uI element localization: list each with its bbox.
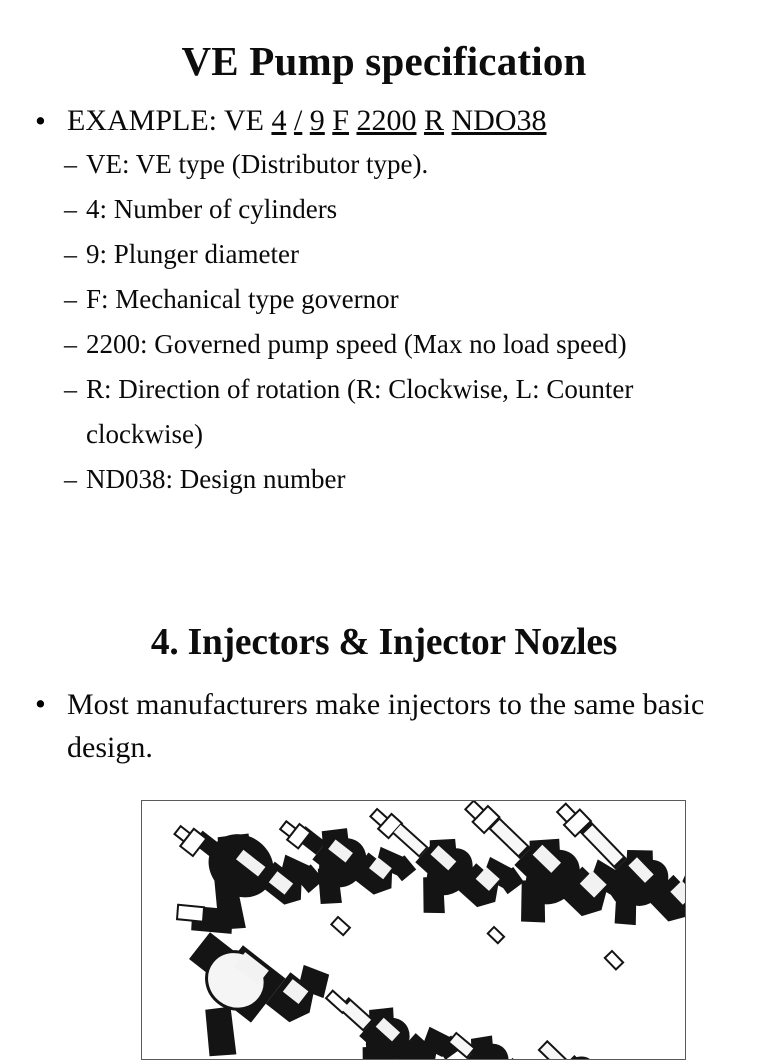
list-item xyxy=(64,277,750,322)
code-design: NDO38 xyxy=(451,104,547,137)
example-bullet xyxy=(30,100,742,142)
injector-paragraph-text: Most manufacturers make injectors to the same basic design. xyxy=(67,688,705,764)
code-plunger: 9 xyxy=(309,104,325,137)
list-item xyxy=(64,367,750,457)
code-cylinders: 4 xyxy=(271,104,287,137)
example-bullet-text xyxy=(67,100,742,142)
list-item xyxy=(64,142,750,187)
dash-icon: – xyxy=(64,150,77,179)
list-item-label: 9: Plunger diameter xyxy=(86,239,299,269)
list-item-label: R: Direction of rotation (R: Clockwise, L: Counter clockwise) xyxy=(86,374,634,449)
list-item-label: VE: VE type (Distributor type). xyxy=(86,149,429,179)
dash-icon: – xyxy=(64,465,77,494)
section-title: 4. Injectors & Injector Nozles xyxy=(150,621,618,663)
dash-icon: – xyxy=(64,195,77,224)
list-item-label: 2200: Governed pump speed (Max no load speed) xyxy=(86,329,627,359)
dash-icon: – xyxy=(64,330,77,359)
list-item xyxy=(64,232,750,277)
legend-list xyxy=(64,142,750,502)
dash-icon: – xyxy=(64,375,77,404)
code-rotation: R xyxy=(423,104,444,137)
injectors-figure xyxy=(141,800,686,1060)
bullet-dot-icon: • xyxy=(35,103,46,138)
example-lead: EXAMPLE: VE xyxy=(67,104,272,137)
list-item xyxy=(64,322,750,367)
code-slash: / xyxy=(293,104,303,137)
bullet-dot-icon: • xyxy=(35,686,46,721)
injector-paragraph-bullet xyxy=(30,683,742,769)
list-item-label: F: Mechanical type governor xyxy=(86,284,399,314)
list-item-label: 4: Number of cylinders xyxy=(86,194,338,224)
list-item xyxy=(64,457,750,502)
list-item xyxy=(64,187,750,232)
dash-icon: – xyxy=(64,240,77,269)
dash-icon: – xyxy=(64,285,77,314)
code-speed: 2200 xyxy=(356,104,417,137)
code-governor: F xyxy=(332,104,349,137)
list-item-label: ND038: Design number xyxy=(86,464,346,494)
page-title: VE Pump specification xyxy=(181,38,587,84)
injectors-illustration xyxy=(142,801,685,1059)
